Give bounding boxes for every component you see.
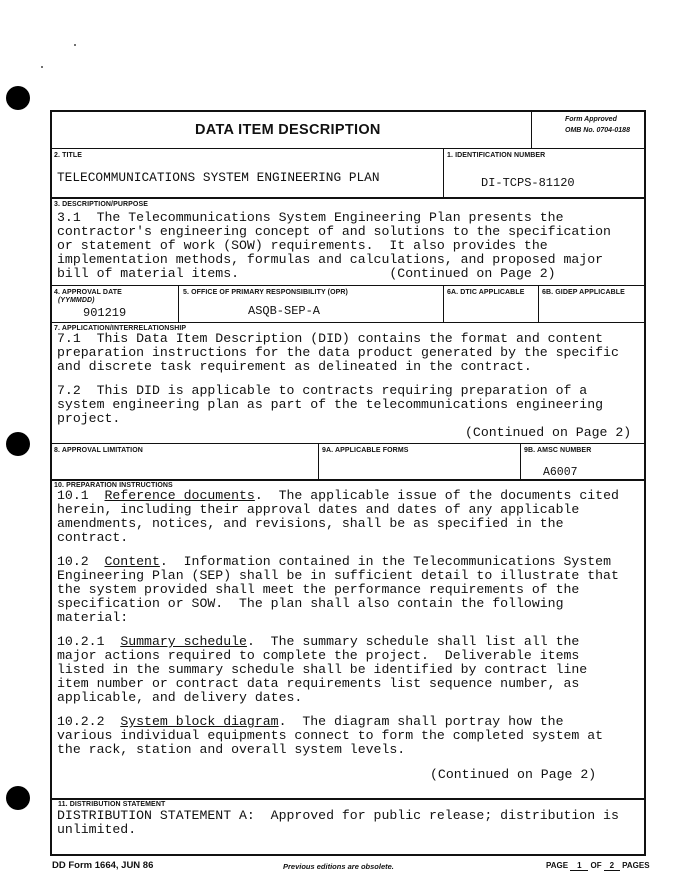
office-label: 5. OFFICE OF PRIMARY RESPONSIBILITY (OPR) (183, 289, 348, 296)
amsc-value: A6007 (543, 466, 578, 479)
prep-line: major actions required to complete the project. Deliverable items (57, 648, 580, 663)
rule (51, 322, 645, 323)
form-title: DATA ITEM DESCRIPTION (195, 122, 381, 138)
dtic-label: 6A. DTIC APPLICABLE (447, 289, 525, 296)
distribution-line: DISTRIBUTION STATEMENT A: Approved for public release; distribution is (57, 808, 619, 823)
rule (51, 798, 645, 800)
prep-paragraph-first-line: 10.2.1 Summary schedule. The summary schedule shall list all the (57, 634, 580, 649)
rule (443, 149, 444, 198)
rule (520, 444, 521, 480)
description-line: contractor's engineering concept of and solutions to the specification (57, 224, 611, 239)
page-indicator: PAGE 1 OF 2 PAGES (546, 861, 650, 870)
binder-hole-middle (6, 432, 30, 456)
title-value: TELECOMMUNICATIONS SYSTEM ENGINEERING PLAN (57, 170, 380, 185)
prep-line: Engineering Plan (SEP) shall be in sufficient detail to illustrate that (57, 568, 619, 583)
prep-paragraph-first-line: 10.1 Reference documents. The applicable issue of the documents cited (57, 488, 619, 503)
application-line: project. (57, 411, 121, 426)
description-line: or statement of work (SOW) requirements. It also provides the (57, 238, 548, 253)
rule (51, 443, 645, 444)
prep-line: amendments, notices, and revisions, shall be as specified in the (57, 516, 564, 531)
page-number: 1 (570, 861, 588, 871)
prep-line: material: (57, 610, 129, 625)
preparation-continued: (Continued on Page 2) (430, 767, 597, 782)
prep-line: applicable, and delivery dates. (57, 690, 303, 705)
previous-editions-note: Previous editions are obsolete. (283, 862, 394, 871)
rule (51, 197, 645, 199)
rule (443, 286, 444, 322)
prep-paragraph-first-line: 10.2 Content. Information contained in the Telecommunications System (57, 554, 611, 569)
page-total: 2 (604, 861, 620, 871)
prep-line: contract. (57, 530, 129, 545)
form-approved-note: Form Approved (565, 116, 617, 123)
approval-limitation-label: 8. APPROVAL LIMITATION (54, 447, 143, 454)
prep-paragraph-first-line: 10.2.2 System block diagram. The diagram shall portray how the (57, 714, 564, 729)
description-label: 3. DESCRIPTION/PURPOSE (54, 201, 148, 208)
rule (318, 444, 319, 480)
rule (178, 286, 179, 322)
binder-hole-bottom (6, 786, 30, 810)
identification-label: 1. IDENTIFICATION NUMBER (447, 152, 546, 159)
content-heading: Content (104, 554, 160, 569)
amsc-label: 9B. AMSC NUMBER (524, 447, 592, 454)
gidep-label: 6B. GIDEP APPLICABLE (542, 289, 625, 296)
prep-line: item number or contract data requirements list sequence number, as (57, 676, 580, 691)
form-number: DD Form 1664, JUN 86 (52, 860, 154, 871)
scan-speck (41, 66, 43, 68)
application-label: 7. APPLICATION/INTERRELATIONSHIP (54, 325, 187, 332)
binder-hole-top (6, 86, 30, 110)
application-line: preparation instructions for the data product generated by the specific (57, 345, 619, 360)
rule (51, 148, 645, 149)
application-continued: (Continued on Page 2) (465, 425, 632, 440)
prep-line: various individual equipments connect to form the completed system at (57, 728, 604, 743)
application-line: 7.1 This Data Item Description (DID) contains the format and content (57, 331, 604, 346)
prep-line: listed in the summary schedule shall be identified by contract line (57, 662, 588, 677)
description-line: implementation methods, formulas and calculations, and proposed major (57, 252, 604, 267)
office-value: ASQB-SEP-A (248, 304, 321, 318)
distribution-label: 11. DISTRIBUTION STATEMENT (58, 801, 166, 808)
approval-date-label: 4. APPROVAL DATE (54, 289, 122, 296)
distribution-line: unlimited. (57, 822, 137, 837)
title-label: 2. TITLE (54, 152, 83, 159)
prep-line: the system provided shall meet the performance requirements of the (57, 582, 580, 597)
approval-date-format: (YYMMDD) (58, 297, 95, 304)
application-line: system engineering plan as part of the telecommunications engineering (57, 397, 604, 412)
prep-line: the rack, station and overall system levels. (57, 742, 406, 757)
preparation-label: 10. PREPARATION INSTRUCTIONS (54, 482, 173, 489)
scan-speck (74, 44, 76, 46)
description-line: bill of material items. (Continued on Page 2) (57, 266, 556, 281)
omb-number: OMB No. 0704-0188 (565, 127, 630, 134)
summary-schedule-heading: Summary schedule (120, 634, 247, 649)
description-line: 3.1 The Telecommunications System Engineering Plan presents the (57, 210, 564, 225)
identification-value: DI-TCPS-81120 (481, 176, 575, 190)
system-block-diagram-heading: System block diagram (120, 714, 279, 729)
applicable-forms-label: 9A. APPLICABLE FORMS (322, 447, 409, 454)
application-line: 7.2 This DID is applicable to contracts requiring preparation of a (57, 383, 588, 398)
rule (531, 111, 532, 148)
approval-date-value: 901219 (83, 306, 127, 320)
prep-line: specification or SOW. The plan shall also contain the following (57, 596, 564, 611)
rule (51, 285, 645, 286)
application-line: and discrete task requirement as delineated in the contract. (57, 359, 532, 374)
rule (538, 286, 539, 322)
reference-documents-heading: Reference documents (104, 488, 255, 503)
prep-line: herein, including their approval dates and dates of any applicable (57, 502, 580, 517)
